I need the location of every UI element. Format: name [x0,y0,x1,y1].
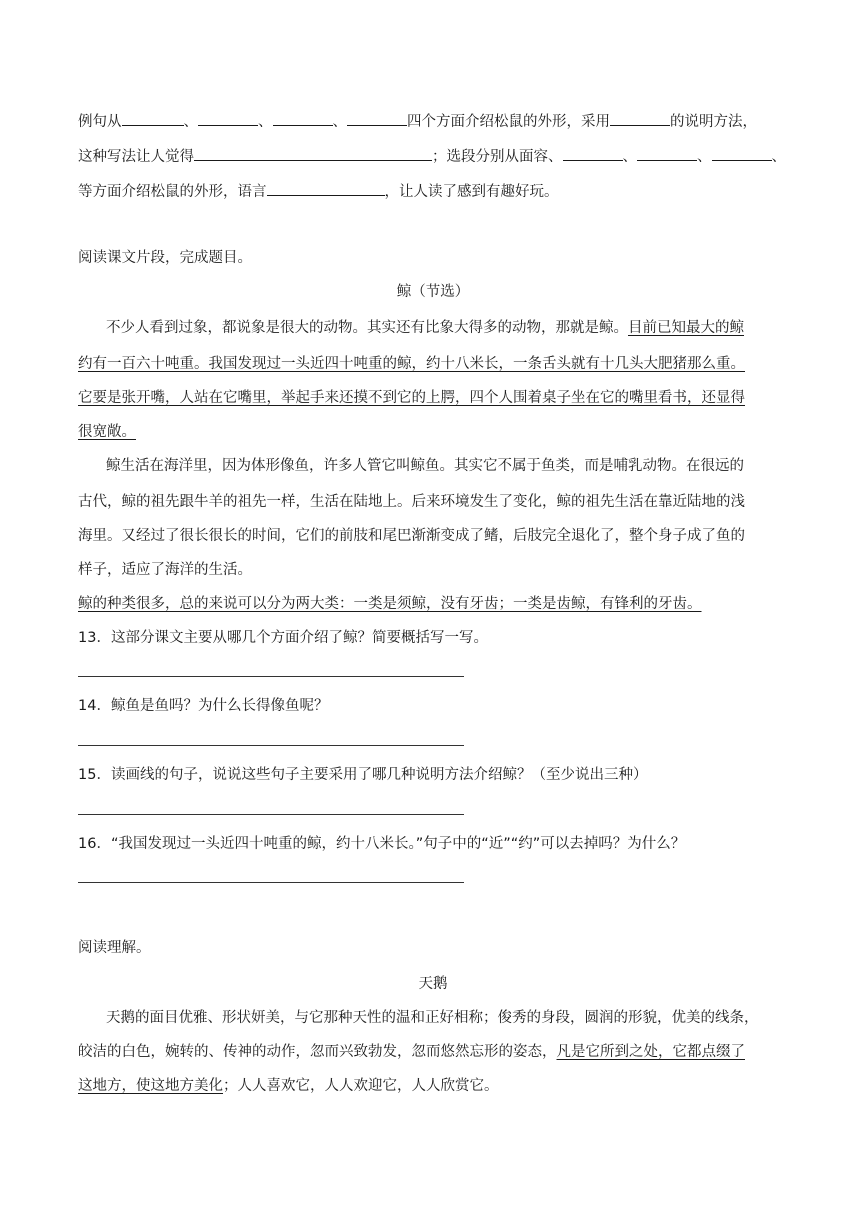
blank-field[interactable] [347,110,407,126]
text: 皎洁的白色，婉转的、传神的动作，忽而兴致勃发，忽而悠然忘形的姿态， [78,1044,557,1060]
fill-line-3 [78,180,559,202]
blank-field[interactable] [637,145,697,161]
passage-title: 天鹅 [418,976,448,992]
passage-line: 古代，鲸的祖先跟牛羊的祖先一样，生活在陆地上。后来环境发生了变化，鲸的祖先生活在靠近陆地的浅 [78,494,745,510]
blank-field[interactable] [194,145,432,161]
text: ；人人喜欢它，人人欢迎它，人人欣赏它。 [223,1078,499,1094]
underlined-text: 约有一百六十吨重。我国发现过一头近四十吨重的鲸，约十八米长，一条舌头就有十几头大肥猪那么重。 [78,356,745,372]
underlined-text: 鲸的种类很多，总的来说可以分为两大类：一类是须鲸，没有牙齿；一类是齿鲸，有锋利的牙齿。 [78,596,702,612]
text: 这种写法让人觉得 [78,149,194,165]
question-text: 读画线的句子，说说这些句子主要采用了哪几种说明方法介绍鲸？（至少说出三种） [110,767,648,783]
blank-field[interactable] [273,110,333,126]
question-14 [78,696,328,716]
passage-line [78,1076,499,1096]
answer-line[interactable] [78,814,464,815]
text: 、 [258,114,273,130]
question-16 [78,834,685,854]
passage-line: 鲸生活在海洋里，因为体形像鱼，许多人管它叫鲸鱼。其实它不属于鱼类，而是哺乳动物。在很远的 [106,458,744,474]
text: 、 [771,149,786,165]
blank-field[interactable] [563,145,623,161]
answer-line[interactable] [78,882,464,883]
text: 、 [183,114,198,130]
blank-field[interactable] [198,110,258,126]
question-text: “我国发现过一头近四十吨重的鲸，约十八米长。”句子中的“近”“约”可以去掉吗？为什么？ [110,836,686,852]
underlined-text: 目前已知最大的鲸 [628,320,744,336]
passage-line [78,1042,745,1062]
question-13 [78,628,488,648]
passage-title: 鲸（节选） [396,284,470,300]
answer-line[interactable] [78,745,464,746]
question-number: 15． [78,767,111,783]
blank-field[interactable] [267,180,385,196]
text: 、 [697,149,712,165]
instruction: 阅读课文片段，完成题目。 [78,250,252,266]
underlined-text: 凡是它所到之处，它都点缀了 [556,1044,745,1060]
text: ，让人读了感到有趣好玩。 [384,184,559,200]
blank-field[interactable] [122,110,184,126]
fill-line-2 [78,145,786,167]
question-text: 鲸鱼是鱼吗？为什么长得像鱼呢？ [110,698,329,714]
passage-line [78,318,744,338]
answer-line[interactable] [78,676,464,677]
instruction: 阅读理解。 [78,940,151,956]
passage-line: 海里。又经过了很长很长的时间，它们的前肢和尾巴渐渐变成了鳍，后肢完全退化了，整个身子成了鱼的 [78,528,745,544]
text: 四个方面介绍松鼠的外形，采用 [407,114,610,130]
question-text: 这部分课文主要从哪几个方面介绍了鲸？简要概括写一写。 [110,630,488,646]
text: 、 [622,149,637,165]
question-15 [78,765,647,785]
underlined-text: 这地方，使这地方美化 [78,1078,223,1094]
question-number: 13． [78,630,111,646]
question-number: 14． [78,698,111,714]
underlined-text: 它要是张开嘴，人站在它嘴里，举起手来还摸不到它的上腭，四个人围着桌子坐在它的嘴里看书，还显得 [78,390,745,406]
underlined-text: 很宽敞。 [78,424,136,440]
text: 不少人看到过象，都说象是很大的动物。其实还有比象大得多的动物，那就是鲸。 [106,320,628,336]
text: 、 [332,114,347,130]
text: 等方面介绍松鼠的外形，语言 [78,184,267,200]
text: ；选段分别从面容、 [432,149,563,165]
passage-line: 天鹅的面目优雅、形状妍美，与它那种天性的温和正好相称；俊秀的身段，圆润的形貌，优美的线条， [106,1010,759,1026]
passage-line: 样子，适应了海洋的生活。 [78,562,252,578]
text: 的说明方法， [670,114,757,130]
text: 例句从 [78,114,122,130]
blank-field[interactable] [610,110,670,126]
question-number: 16． [78,836,111,852]
blank-field[interactable] [712,145,772,161]
fill-line-1 [78,110,757,132]
